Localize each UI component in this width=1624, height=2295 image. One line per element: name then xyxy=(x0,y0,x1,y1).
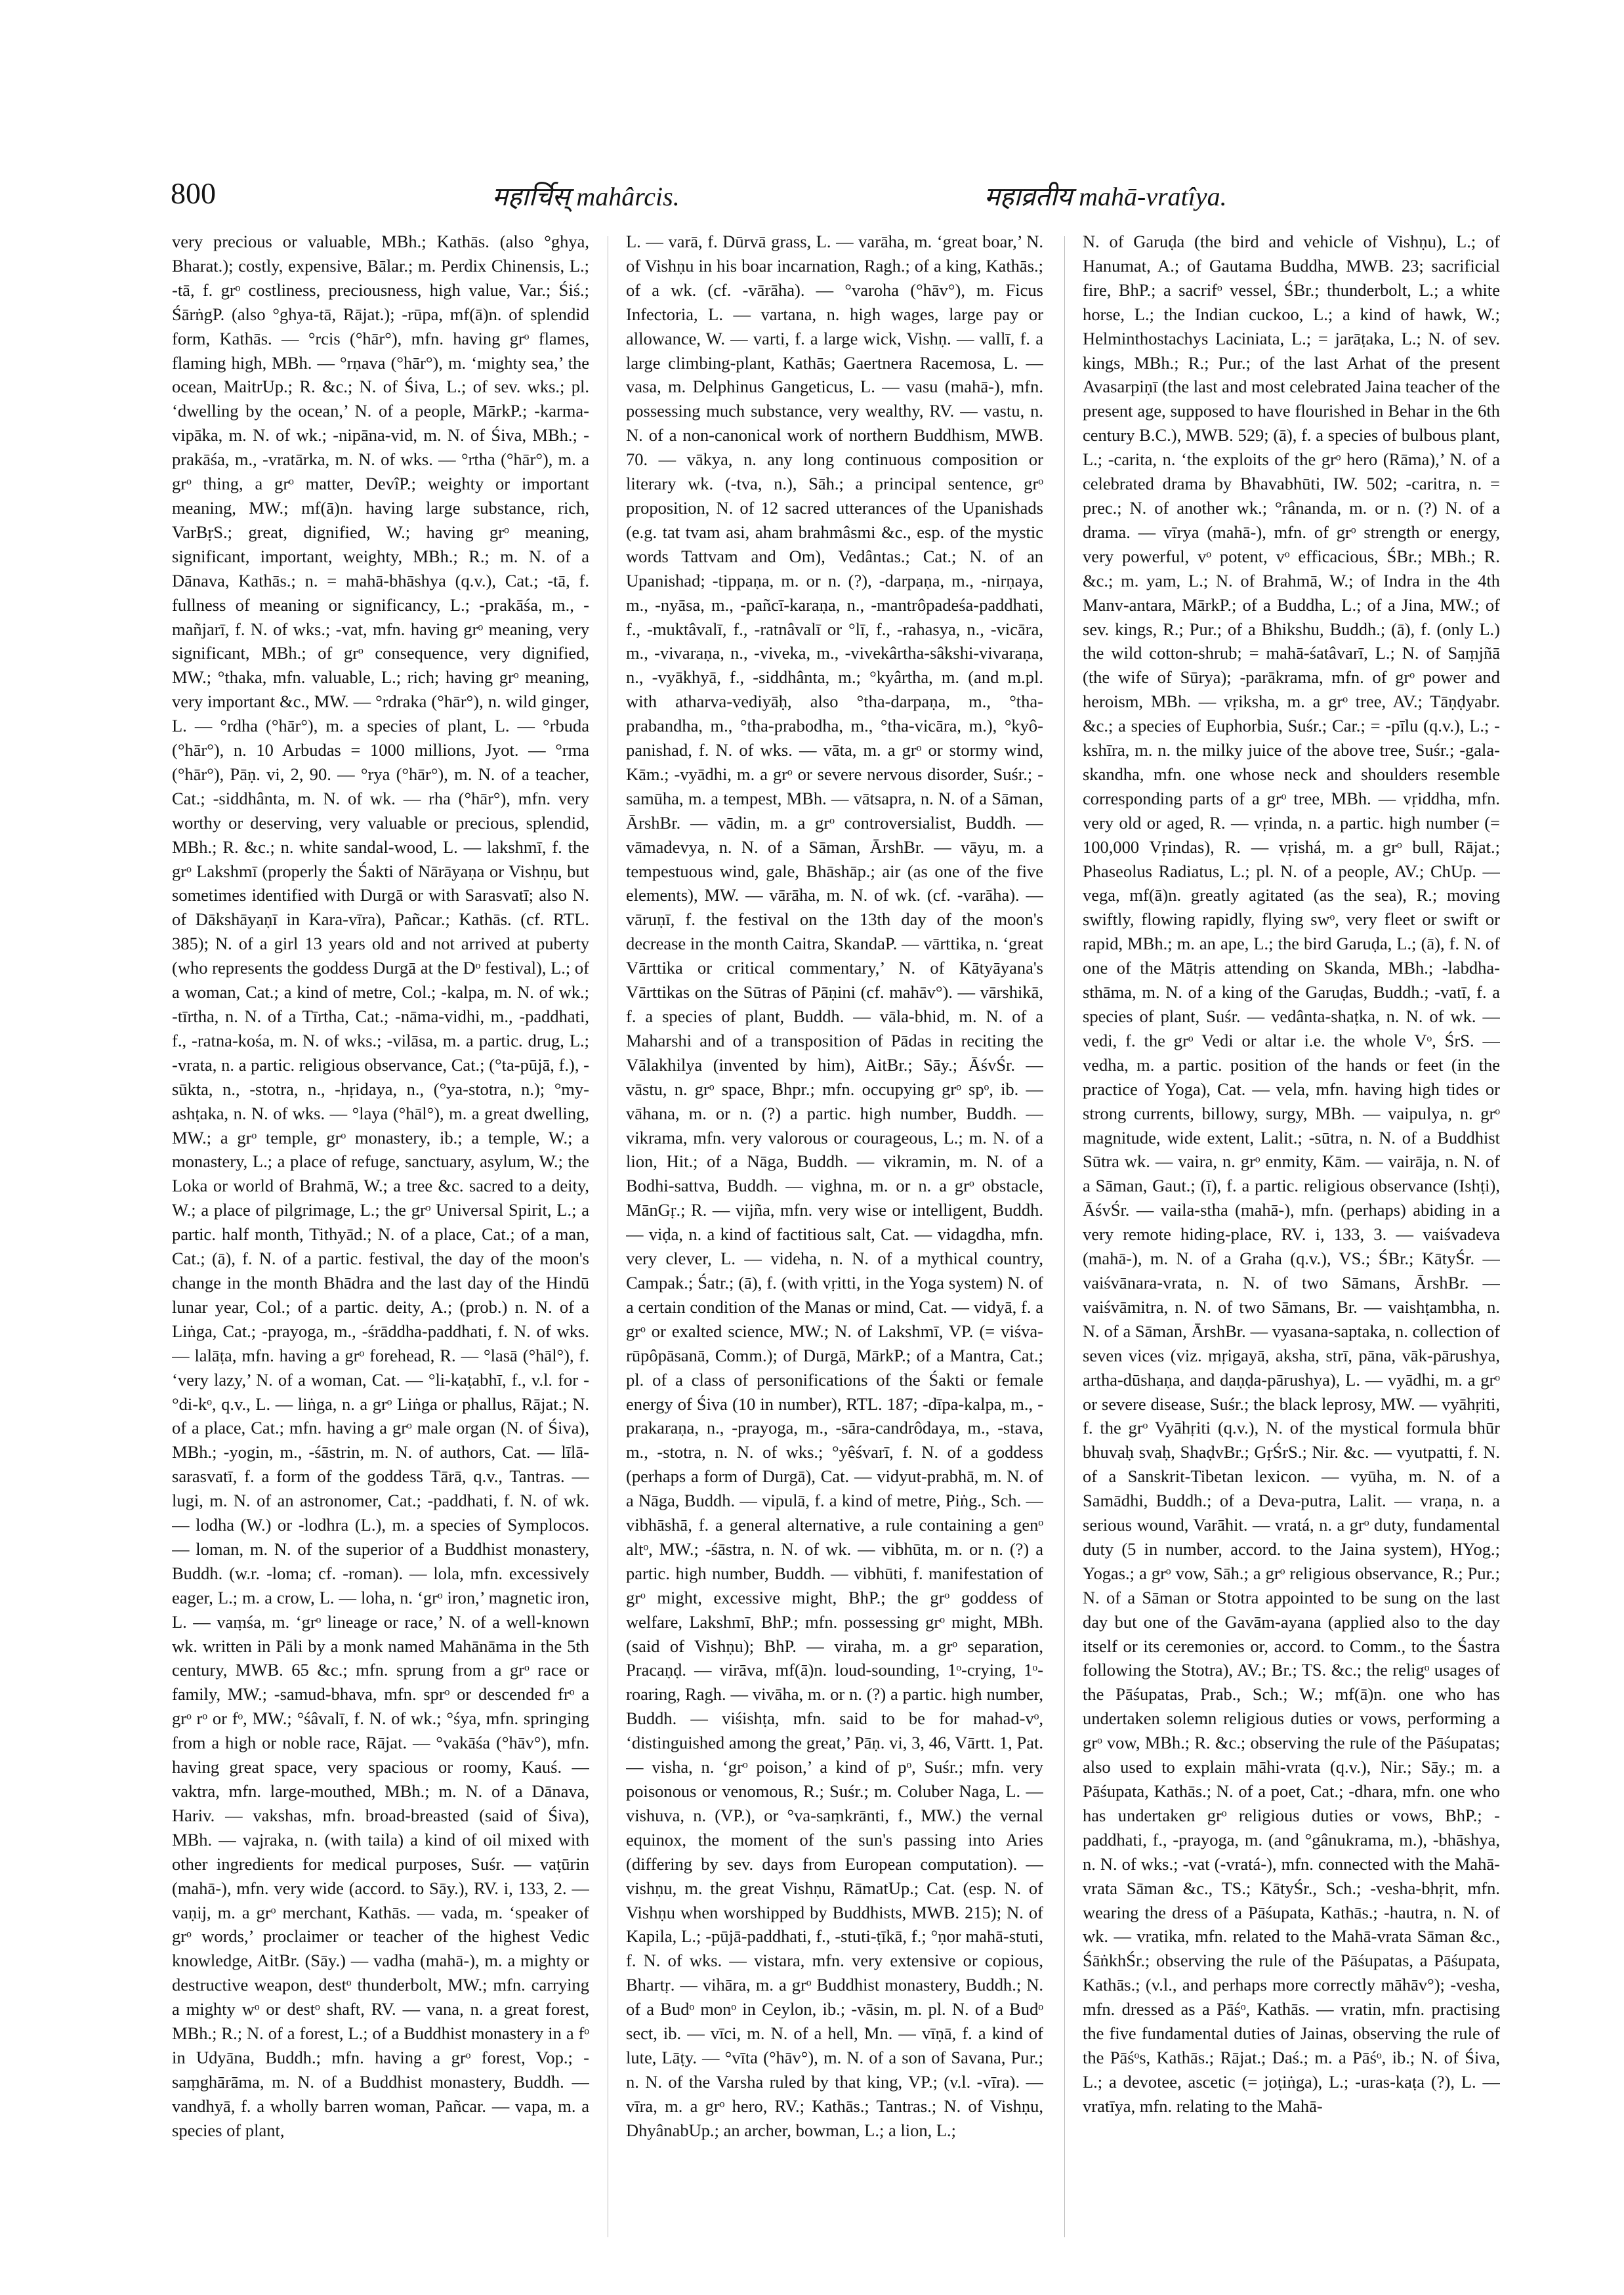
column-3 xyxy=(1083,230,1500,2257)
column-1-text: very precious or valuable, MBh.; Kathās. (also °ghya, Bharat.); costly, expensive, Bālar.; m. Perdix Chinensis, L.; -tā, f. grᵒ costliness, preciousness, high value, Var.; Śiś.; ŚārṅgP. (also °ghya-tā, Rājat.); -rūpa, mf(ā)n. of splendid form, Kathās. — °rcis (°hār°), mfn. having grᵒ flames, flaming high, MBh. — °rṇava (°hār°), m. ‘mighty sea,’ the ocean, MaitrUp.; R. &c.; N. of Śiva, L.; of sev. wks.; pl. ‘dwelling by the ocean,’ N. of a people, MārkP.; -karma-vipāka, m. N. of wk.; -nipāna-vid, m. N. of Śiva, MBh.; -prakāśa, m., -vratārka, m. N. of wks. — °rtha (°hār°), m. a grᵒ thing, a grᵒ matter, DevîP.; weighty or important meaning, MW.; mf(ā)n. having large substance, rich, VarBṛS.; great, dignified, W.; having grᵒ meaning, significant, important, weighty, MBh.; R.; m. N. of a Dānava, Kathās.; n. = mahā-bhāshya (q.v.), Cat.; -tā, f. fullness of meaning or significancy, L.; -prakāśa, m., -mañjarī, f. N. of wks.; -vat, mfn. having grᵒ meaning, very significant, MBh.; of grᵒ consequence, very dignified, MW.; °thaka, mfn. valuable, L.; rich; having grᵒ meaning, very important &c., MW. — °rdraka (°hār°), n. wild ginger, L. — °rdha (°hār°), m. a species of plant, L. — °rbuda (°hār°), n. 10 Arbudas = 1000 millions, Jyot. — °rma (°hār°), Pāṇ. vi, 2, 90. — °rya (°hār°), m. N. of a teacher, Cat.; -siddhânta, m. N. of wk. — rha (°hār°), mfn. very worthy or deserving, very valuable or precious, splendid, MBh.; R. &c.; n. white sandal-wood, L. — lakshmī, f. the grᵒ Lakshmī (properly the Śakti of Nārāyaṇa or Vishṇu, but sometimes identified with Durgā or with Sarasvatī; also N. of Dākshāyaṇī in Kara-vīra), Pañcar.; Kathās. (cf. RTL. 385); N. of a girl 13 years old and not arrived at puberty (who represents the goddess Durgā at the Dᵒ festival), L.; of a woman, Cat.; a kind of metre, Col.; -kalpa, m. N. of wk.; -tīrtha, n. N. of a Tīrtha, Cat.; -nāma-vidhi, m., -paddhati, f., -ratna-kośa, m. N. of wks.; -vilāsa, m. a partic. drug, L.; -vrata, n. a partic. religious observance, Cat.; (°ta-pūjā, f.), -sūkta, n., -stotra, n., -hṛidaya, n., (°ya-stotra, n.); °my-ashṭaka, n. N. of wks. — °laya (°hāl°), m. a great dwelling, MW.; a grᵒ temple, grᵒ monastery, ib.; a temple, W.; a monastery, L.; a place of refuge, sanctuary, asylum, W.; the Loka or world of Brahmā, W.; a tree &c. sacred to a deity, W.; a place of pilgrimage, L.; the grᵒ Universal Spirit, L.; a partic. half month, Tithyād.; N. of a place, Cat.; of a man, Cat.; (ā), f. N. of a partic. festival, the day of the moon's change in the month Bhādra and the last day of the Hindū lunar year, Col.; of a partic. deity, A.; (prob.) n. N. of a Liṅga, Cat.; -prayoga, m., -śrāddha-paddhati, f. N. of wks. — lalāṭa, mfn. having a grᵒ forehead, R. — °lasā (°hāl°), f. ‘very lazy,’ N. of a woman, Cat. — °li-kaṭabhī, f., v.l. for -°di-kᵒ, q.v., L. — liṅga, n. a grᵒ Liṅga or phallus, Rājat.; N. of a place, Cat.; mfn. having a grᵒ male organ (N. of Śiva), MBh.; -yogin, m., -śāstrin, m. N. of authors, Cat. — līlā-sarasvatī, f. a form of the goddess Tārā, q.v., Tantras. — lugi, m. N. of an astronomer, Cat.; -paddhati, f. N. of wk. — lodha (W.) or -lodhra (L.), m. a species of Symplocos. — loman, m. N. of the superior of a Buddhist monastery, Buddh. (w.r. -loma; cf. -roman). — lola, mfn. excessively eager, L.; m. a crow, L. — loha, n. ‘grᵒ iron,’ magnetic iron, L. — vaṃśa, m. ‘grᵒ lineage or race,’ N. of a well-known wk. written in Pāli by a monk named Mahānāma in the 5th century, MWB. 65 &c.; mfn. sprung from a grᵒ race or family, MW.; -samud-bhava, mfn. sprᵒ or descended frᵒ a grᵒ rᵒ or fᵒ, MW.; °śâvalī, f. N. of wk.; °śya, mfn. springing from a high or noble race, Rājat. — °vakāśa (°hāv°), mfn. having great space, very spacious or roomy, Kauś. — vaktra, mfn. large-mouthed, MBh.; m. N. of a Dānava, Hariv. — vakshas, mfn. broad-breasted (said of Śiva), MBh. — vajraka, n. (with taila) a kind of oil mixed with other ingredients for medical purposes, Suśr. — vaṭūrin (mahā-), mfn. very wide (accord. to Sāy.), RV. i, 133, 2. — vaṇij, m. a grᵒ merchant, Kathās. — vada, m. ‘speaker of grᵒ words,’ proclaimer or teacher of the highest Vedic knowledge, AitBr. (Sāy.) — vadha (mahā-), m. a mighty or destructive weapon, destᵒ thunderbolt, MW.; mfn. carrying a mighty wᵒ or destᵒ shaft, RV. — vana, n. a great forest, MBh.; R.; N. of a forest, L.; of a Buddhist monastery in a fᵒ in Udyāna, Buddh.; mfn. having a grᵒ forest, Vop.; -saṃghārāma, m. N. of a Buddhist monastery, Buddh. — vandhyā, f. a wholly barren woman, Pañcar. — vapa, m. a species of plant, xyxy=(172,232,589,2140)
running-head-left: महार्चिस् mahârcis. xyxy=(492,182,680,211)
dictionary-columns xyxy=(172,230,1504,2257)
column-2 xyxy=(626,230,1043,2257)
page-number: 800 xyxy=(171,176,216,210)
column-3-text: N. of Garuḍa (the bird and vehicle of Vishṇu), L.; of Hanumat, A.; of Gautama Buddha, MWB. 23; sacrificial fire, BhP.; a sacrifᵒ vessel, ŚBr.; thunderbolt, L.; a white horse, L.; the Indian cuckoo, L.; a kind of hawk, W.; Helminthostachys Laciniata, L.; = jarāṭaka, L.; N. of sev. kings, MBh.; R.; Pur.; of the last Arhat of the present Avasarpiṇī (the last and most celebrated Jaina teacher of the present age, supposed to have flourished in Behar in the 6th century B.C.), MWB. 529; (ā), f. a species of bulbous plant, L.; -carita, n. ‘the exploits of the grᵒ hero (Rāma),’ N. of a celebrated drama by Bhavabhūti, IW. 502; -caritra, n. = prec.; N. of another wk.; °rânanda, m. or n. (?) N. of a drama. — vīrya (mahā-), mfn. of grᵒ strength or energy, very powerful, vᵒ potent, vᵒ efficacious, ŚBr.; MBh.; R. &c.; m. yam, L.; N. of Brahmā, W.; of Indra in the 4th Manv-antara, MārkP.; of a Buddha, L.; of a Jina, MW.; of sev. kings, R.; Pur.; of a Bhikshu, Buddh.; (ā), f. (only L.) the wild cotton-shrub; = mahā-śatâvarī, L.; N. of Saṃjñā (the wife of Sūrya); -parākrama, mfn. of grᵒ power and heroism, MBh. — vṛiksha, m. a grᵒ tree, AV.; Tāṇḍyabr. &c.; a species of Euphorbia, Suśr.; Car.; = -pīlu (q.v.), L.; -kshīra, m. n. the milky juice of the above tree, Suśr.; -gala-skandha, mfn. one whose neck and shoulders resemble corresponding parts of a grᵒ tree, MBh. — vṛiddha, mfn. very old or aged, R. — vṛinda, n. a partic. high number (= 100,000 Vṛindas), R. — vṛishá, m. a grᵒ bull, Rājat.; Phaseolus Radiatus, L.; pl. N. of a people, AV.; ChUp. — vega, mf(ā)n. greatly agitated (as the sea), R.; moving swiftly, flowing rapidly, flying swᵒ, very fleet or swift or rapid, MBh.; m. an ape, L.; the bird Garuḍa, L.; (ā), f. N. of one of the Mātṛis attending on Skanda, MBh.; -labdha-sthāma, m. N. of a king of the Garuḍas, Buddh.; -vatī, f. a species of plant, Suśr. — vedânta-shaṭka, n. N. of wk. — vedi, f. the grᵒ Vedi or altar i.e. the whole Vᵒ, ŚrS. — vedha, m. a partic. position of the hands or feet (in the practice of Yoga), Cat. — vela, mfn. having high tides or strong currents, billowy, surgy, MBh. — vaipulya, n. grᵒ magnitude, wide extent, Lalit.; -sūtra, n. N. of a Buddhist Sūtra wk. — vaira, n. grᵒ enmity, Kām. — vairāja, n. N. of a Sāman, Gaut.; (ī), f. a partic. religious observance (Ishṭi), ĀśvŚr. — vaila-stha (mahā-), mfn. (perhaps) abiding in a very remote hiding-place, RV. i, 133, 3. — vaiśvadeva (mahā-), m. N. of a Graha (q.v.), VS.; ŚBr.; KātyŚr. — vaiśvānara-vrata, n. N. of two Sāmans, ĀrshBr. — vaiśvāmitra, n. N. of two Sāmans, Br. — vaishṭambha, n. N. of a Sāman, ĀrshBr. — vyasana-saptaka, n. collection of seven vices (viz. mṛigayā, aksha, strī, pāna, vāk-pārushya, artha-dūshaṇa, and daṇḍa-pārushya), L. — vyādhi, m. a grᵒ or severe disease, Suśr.; the black leprosy, MW. — vyāhṛiti, f. the grᵒ Vyāhṛiti (q.v.), N. of the mystical formula bhūr bhuvaḥ svaḥ, ShaḍvBr.; GṛŚrS.; Nir. &c. — vyutpatti, f. N. of a Sanskrit-Tibetan lexicon. — vyūha, m. N. of a Samādhi, Buddh.; of a Deva-putra, Lalit. — vraṇa, n. a serious wound, Varāhit. — vratá, n. a grᵒ duty, fundamental duty (5 in number, accord. to the Jaina system), HYog.; Yogas.; a grᵒ vow, Sāh.; a grᵒ religious observance, R.; Pur.; N. of a Sāman or Stotra appointed to be sung on the last day but one of the Gavām-ayana (applied also to the day itself or its ceremonies or, accord. to Comm., to the Śastra following the Stotra), AV.; Br.; TS. &c.; the religᵒ usages of the Pāśupatas, Prab., Sch.; W.; mf(ā)n. one who has undertaken solemn religious duties or vows, performing a grᵒ vow, MBh.; R. &c.; observing the rule of the Pāśupatas; also used to explain māhi-vrata (q.v.), Nir.; Sāy.; m. a Pāśupata, Kathās.; N. of a poet, Cat.; -dhara, mfn. one who has undertaken grᵒ religious duties or vows, BhP.; -paddhati, f., -prayoga, m. (and °gânukrama, m.), -bhāshya, n. N. of wks.; -vat (-vratá-), mfn. connected with the Mahā-vrata Sāman &c., TS.; KātyŚr., Sch.; -vesha-bhṛit, mfn. wearing the dress of a Pāśupata, Kathās.; -hautra, n. N. of wk. — vratika, mfn. related to the Mahā-vrata Sāman &c., ŚāṅkhŚr.; observing the rule of the Pāśupatas, a Pāśupata, Kathās.; (v.l., and perhaps more correctly māhāv°); -vesha, mfn. dressed as a Pāśᵒ, Kathās. — vratin, mfn. practising the five fundamental duties of Jainas, observing the rule of the Pāśᵒs, Kathās.; Rājat.; Daś.; m. a Pāśᵒ, ib.; N. of Śiva, L.; a devotee, ascetic (= joṭiṅga), L.; -uras-kaṭa (?), L. — vratīya, mfn. relating to the Mahā- xyxy=(1083,232,1500,2116)
running-head-right: महाव्रतीय mahā-vratîya. xyxy=(984,182,1227,211)
column-1 xyxy=(172,230,589,2257)
column-2-text: L. — varā, f. Dūrvā grass, L. — varāha, m. ‘great boar,’ N. of Vishṇu in his boar incarnation, Ragh.; of a king, Kathās.; of a wk. (cf. -vārāha). — °varoha (°hāv°), m. Ficus Infectoria, L. — vartana, n. high wages, large pay or allowance, W. — varti, f. a large wick, Vishṇ. — vallī, f. a large climbing-plant, Kathās; Gaertnera Racemosa, L. — vasa, m. Delphinus Gangeticus, L. — vasu (mahā-), mfn. possessing much substance, very wealthy, RV. — vastu, n. N. of a non-canonical work of northern Buddhism, MWB. 70. — vākya, n. any long continuous composition or literary wk. (-tva, n.), Sāh.; a principal sentence, grᵒ proposition, N. of 12 sacred utterances of the Upanishads (e.g. tat tvam asi, aham brahmâsmi &c., esp. of the mystic words Tattvam and Om), Vedântas.; Cat.; N. of an Upanishad; -tippaṇa, m. or n. (?), -darpaṇa, m., -nirṇaya, m., -nyāsa, m., -pañcī-karaṇa, n., -mantrôpadeśa-paddhati, f., -muktâvalī, f., -ratnâvalī or °lī, f., -rahasya, n., -vicāra, m., -vivaraṇa, n., -viveka, m., -vivekârtha-sâkshi-vivaraṇa, n., -vyākhyā, f., -siddhânta, m.; °kyârtha, m. (and m.pl. with atharva-vediyāḥ, also °tha-darpaṇa, m., °tha-prabandha, m., °tha-prabodha, m., °tha-vicāra, m.), °kyô-panishad, f. N. of wks. — vāta, m. a grᵒ or stormy wind, Kām.; -vyādhi, m. a grᵒ or severe nervous disorder, Suśr.; -samūha, m. a tempest, MBh. — vātsapra, n. N. of a Sāman, ĀrshBr. — vādin, m. a grᵒ controversialist, Buddh. — vāmadevya, n. N. of a Sāman, ĀrshBr. — vāyu, m. a tempestuous wind, gale, Bhāshāp.; air (as one of the five elements), MW. — vārāha, m. N. of wk. (cf. -varāha). — vāruṇī, f. the festival on the 13th day of the moon's decrease in the month Caitra, SkandaP. — vārttika, n. ‘great Vārttika or critical commentary,’ N. of Kātyāyana's Vārttikas on the Sūtras of Pāṇini (cf. mahāv°). — vārshikā, f. a species of plant, Buddh. — vāla-bhid, m. N. of a Maharshi and of a transposition of Pādas in reciting the Vālakhilya (invented by him), AitBr.; Sāy.; ĀśvŚr. — vāstu, n. grᵒ space, Bhpr.; mfn. occupying grᵒ spᵒ, ib. — vāhana, m. or n. (?) a partic. high number, Buddh. — vikrama, mfn. very valorous or courageous, L.; m. N. of a lion, Hit.; of a Nāga, Buddh. — vikramin, m. N. of a Bodhi-sattva, Buddh. — vighna, m. or n. a grᵒ obstacle, MānGṛ.; R. — vijña, mfn. very wise or intelligent, Buddh. — viḍa, n. a kind of factitious salt, Cat. — vidagdha, mfn. very clever, L. — videha, n. N. of a mythical country, Campak.; Śatr.; (ā), f. (with vṛitti, in the Yoga system) N. of a certain condition of the Manas or mind, Cat. — vidyā, f. a grᵒ or exalted science, MW.; N. of Lakshmī, VP. (= viśva-rūpôpāsanā, Comm.); of Durgā, MārkP.; of a Mantra, Cat.; pl. of a class of personifications of the Śakti or female energy of Śiva (10 in number), RTL. 187; -dīpa-kalpa, m., -prakaraṇa, n., -prayoga, m., -sāra-candrôdaya, m., -stava, m., -stotra, n. N. of wks.; °yêśvarī, f. N. of a goddess (perhaps a form of Durgā), Cat. — vidyut-prabhā, m. N. of a Nāga, Buddh. — vipulā, f. a kind of metre, Piṅg., Sch. — vibhāshā, f. a general alternative, a rule containing a genᵒ altᵒ, MW.; -śāstra, n. N. of wk. — vibhūta, m. or n. (?) a partic. high number, Buddh. — vibhūti, f. manifestation of grᵒ might, excessive might, BhP.; the grᵒ goddess of welfare, Lakshmī, BhP.; mfn. possessing grᵒ might, MBh. (said of Vishṇu); BhP. — viraha, m. a grᵒ separation, Pracaṇḍ. — virāva, mf(ā)n. loud-sounding, 1ᵒ-crying, 1ᵒ-roaring, Ragh. — vivāha, m. or n. (?) a partic. high number, Buddh. — viśishṭa, mfn. said to be for mahad-vᵒ, ‘distinguished among the great,’ Pāṇ. vi, 3, 46, Vārtt. 1, Pat. — visha, n. ‘grᵒ poison,’ a kind of pᵒ, Suśr.; mfn. very poisonous or venomous, R.; Suśr.; m. Coluber Naga, L. — vishuva, n. (VP.), or °va-saṃkrānti, f., MW.) the vernal equinox, the moment of the sun's passing into Aries (differing by sev. days from European computation). — vishṇu, m. the great Vishṇu, RāmatUp.; Cat. (esp. N. of Vishṇu when worshipped by Buddhists, MWB. 215); N. of Kapila, L.; -pūjā-paddhati, f., -stuti-ṭīkā, f.; °ṇor mahā-stuti, f. N. of wks. — vistara, mfn. very extensive or copious, Bhartṛ. — vihāra, m. a grᵒ Buddhist monastery, Buddh.; N. of a Budᵒ monᵒ in Ceylon, ib.; -vāsin, m. pl. N. of a Budᵒ sect, ib. — vīci, m. N. of a hell, Mn. — vīṇā, f. a kind of lute, Lāṭy. — °vīta (°hāv°), m. N. of a son of Savana, Pur.; n. N. of the Varsha ruled by that king, VP.; (v.l. -vīra). — vīra, m. a grᵒ hero, RV.; Kathās.; Tantras.; N. of Vishṇu, DhyânabUp.; an archer, bowman, L.; a lion, L.; xyxy=(626,232,1043,2140)
column-divider-2 xyxy=(1064,236,1065,2237)
running-header xyxy=(171,176,1496,228)
